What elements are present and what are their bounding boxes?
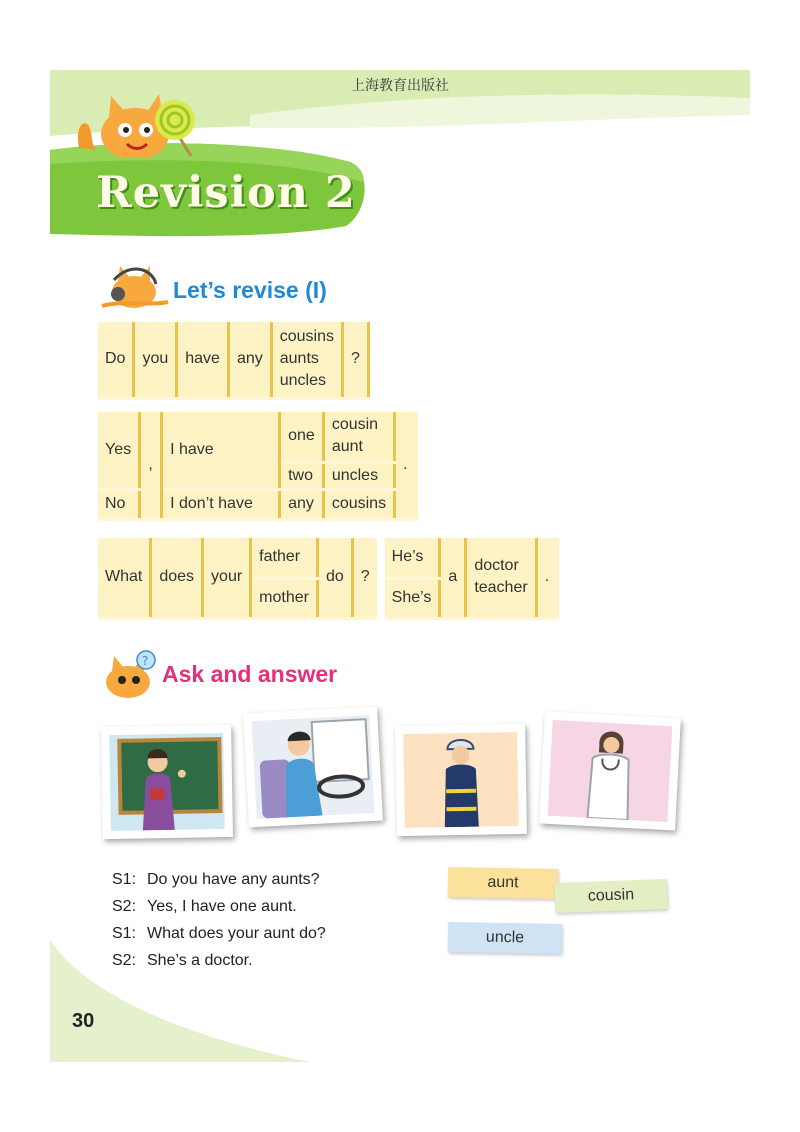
cell-singular-nouns: cousin aunt xyxy=(323,412,394,462)
cell-two: two xyxy=(280,462,324,489)
textbook-page xyxy=(50,70,750,1062)
cell-does: does xyxy=(151,538,203,618)
cell-any: any xyxy=(280,489,324,519)
section-title-ask: Ask and answer xyxy=(162,661,338,687)
cell-mother: mother xyxy=(251,578,318,618)
cell-i-dont-have: I don’t have xyxy=(162,489,280,519)
cell-uncles: uncles xyxy=(323,462,394,489)
cat-headphones-icon xyxy=(100,262,170,312)
teacher-illustration xyxy=(109,733,225,831)
cell-yes: Yes xyxy=(98,412,140,489)
photo-firefighter xyxy=(395,724,527,836)
photo-driver xyxy=(243,707,383,828)
cell-hes: He’s xyxy=(381,538,440,578)
publisher-name: 上海教育出版社 xyxy=(351,78,449,94)
photo-teacher xyxy=(101,725,233,839)
grammar-table-do-you-have xyxy=(98,322,370,400)
page-number: 30 xyxy=(72,1010,95,1032)
cell-jobs: doctor teacher xyxy=(466,538,536,618)
cell-question-mark: ? xyxy=(352,538,380,618)
grammar-table-what-does xyxy=(98,538,559,620)
cell-one: one xyxy=(280,412,324,462)
cell-shes: She’s xyxy=(381,578,440,618)
cell-your: your xyxy=(203,538,251,618)
cell-do: do xyxy=(317,538,352,618)
cat-question-icon xyxy=(100,648,160,702)
cell-you: you xyxy=(134,322,177,398)
cell-i-have: I have xyxy=(162,412,280,489)
cat-lollipop-icon xyxy=(75,88,205,158)
grammar-table-i-have xyxy=(98,412,418,521)
cell-do: Do xyxy=(98,322,134,398)
cell-period: . xyxy=(536,538,557,618)
firefighter-illustration xyxy=(403,732,519,828)
cell-have: have xyxy=(177,322,229,398)
cell-question-mark: ? xyxy=(343,322,369,398)
cell-father: father xyxy=(251,538,318,578)
cell-plural-nouns: cousins aunts uncles xyxy=(271,322,342,398)
cell-comma: , xyxy=(140,412,162,519)
cell-no: No xyxy=(98,489,140,519)
dialogue-line: S2: She’s a doctor. xyxy=(112,952,253,969)
section-title-revise: Let’s revise (I) xyxy=(173,277,327,303)
cell-a: a xyxy=(440,538,466,618)
cell-what: What xyxy=(98,538,151,618)
word-card-aunt: aunt xyxy=(448,867,559,899)
cell-cousins: cousins xyxy=(323,489,394,519)
word-card-cousin: cousin xyxy=(555,879,668,913)
dialogue-line: S1: What does your aunt do? xyxy=(112,925,326,942)
word-card-uncle: uncle xyxy=(448,922,563,954)
svg-text:?: ? xyxy=(142,654,149,668)
cell-any: any xyxy=(228,322,271,398)
cell-period: . xyxy=(395,412,416,519)
page-title: Revision 2 xyxy=(96,168,356,218)
dialogue-line: S1: Do you have any aunts? xyxy=(112,871,320,888)
photo-doctor xyxy=(539,712,681,831)
driver-illustration xyxy=(252,715,375,819)
footer-band xyxy=(50,940,310,1062)
doctor-illustration xyxy=(548,720,673,822)
dialogue-line: S2: Yes, I have one aunt. xyxy=(112,898,297,915)
